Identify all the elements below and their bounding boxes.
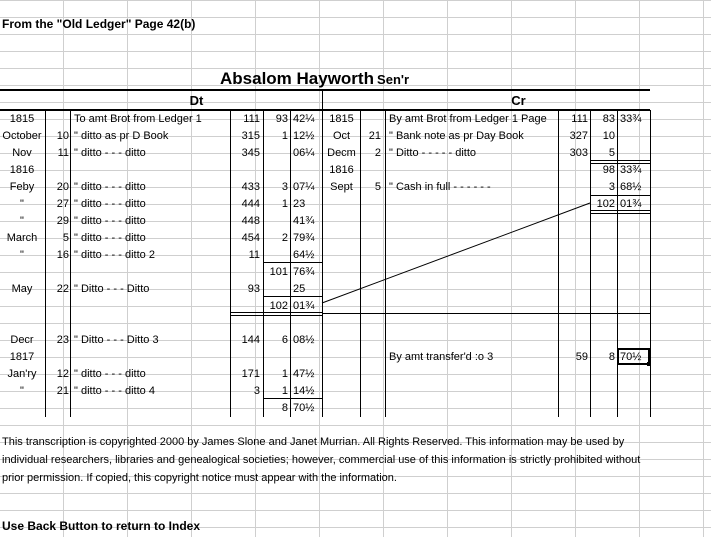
debit-amt1: 6 [281, 334, 288, 346]
debit-ref: 315 [241, 130, 260, 142]
debit-amt2: 08½ [293, 334, 315, 346]
source-note: From the "Old Ledger" Page 42(b) [2, 17, 196, 31]
debit-date: Decr [10, 334, 34, 346]
debit-date: " [20, 215, 24, 227]
debit-day: 10 [56, 130, 69, 142]
debit-amt1: 3 [281, 181, 288, 193]
debit-amt1: 2 [281, 232, 288, 244]
credit-desc: " Cash in full - - - - - - [389, 181, 491, 193]
credit-ref: 303 [569, 147, 588, 159]
credit-day: 21 [368, 130, 381, 142]
credit-desc: By amt Brot from Ledger 1 Page [389, 113, 547, 125]
credit-date: Decm [327, 147, 356, 159]
debit-date: October [2, 130, 42, 142]
debit-day: 29 [56, 215, 69, 227]
debit-amt1: 101 [269, 266, 288, 278]
debit-desc: " ditto - - - ditto [74, 368, 146, 380]
debit-amt2: 12½ [293, 130, 315, 142]
debit-amt2: 42¼ [293, 113, 315, 125]
debit-desc: " Ditto - - - Ditto [74, 283, 150, 295]
debit-ref: 433 [241, 181, 260, 193]
credit-amt1: 8 [608, 351, 615, 363]
debit-day: 11 [57, 147, 69, 159]
title-suffix: Sen'r [377, 72, 410, 87]
debit-day: 5 [62, 232, 69, 244]
debit-day: 16 [56, 249, 69, 261]
credit-ref: 111 [571, 113, 588, 125]
debit-amt2: 14½ [293, 385, 315, 397]
debit-amt2: 70½ [293, 402, 315, 414]
debit-amt2: 41¾ [293, 215, 315, 227]
debit-ref: 93 [247, 283, 260, 295]
credit-day: 5 [374, 181, 381, 193]
debit-day: 27 [56, 198, 69, 210]
credit-amt1: 5 [608, 147, 615, 159]
debit-amt1: 1 [281, 198, 288, 210]
debit-desc: " ditto - - - ditto [74, 232, 146, 244]
debit-desc: " ditto - - - ditto [74, 181, 146, 193]
debit-amt2: 06¼ [293, 147, 315, 159]
debit-amt2: 76¾ [293, 266, 315, 278]
title-name: Absalom Hayworth [220, 69, 374, 88]
debit-amt2: 01¾ [293, 300, 315, 312]
debit-amt2: 64½ [293, 249, 315, 261]
debit-ref: 111 [243, 113, 260, 125]
debit-day: 12 [56, 368, 69, 380]
credit-amt1: 3 [608, 181, 615, 193]
credit-amt1: 83 [602, 113, 615, 125]
debit-date: Nov [12, 147, 32, 159]
debit-day: 22 [56, 283, 69, 295]
credit-date: 1815 [329, 113, 354, 125]
credit-amt2: 33¾ [620, 113, 642, 125]
credit-ref: 59 [575, 351, 588, 363]
debit-desc: " Ditto - - - Ditto 3 [74, 334, 159, 346]
credit-amt2: 33¾ [620, 164, 642, 176]
credit-day: 2 [374, 147, 381, 159]
credit-desc: " Bank note as pr Day Book [389, 130, 524, 142]
debit-ref: 11 [248, 249, 260, 261]
credit-amt1: 10 [602, 130, 615, 142]
credit-date: Oct [332, 130, 351, 142]
debit-ref: 444 [241, 198, 260, 210]
debit-ref: 454 [241, 232, 260, 244]
credit-desc: By amt transfer'd :o 3 [389, 351, 494, 363]
credit-desc: " Ditto - - - - - ditto [389, 147, 477, 159]
debit-date: " [20, 385, 24, 397]
debit-amt2: 23 [293, 198, 306, 210]
debit-date: 1817 [9, 351, 35, 363]
debit-ref: 448 [241, 215, 260, 227]
debit-date: Feby [9, 181, 35, 193]
debit-ref: 345 [241, 147, 260, 159]
credit-amt1: 102 [596, 198, 615, 210]
debit-date: 1815 [9, 113, 35, 125]
credit-amt2: 70½ [620, 351, 642, 363]
debit-amt2: 47½ [293, 368, 315, 380]
debit-desc: " ditto - - - ditto [74, 215, 146, 227]
debit-amt1: 1 [281, 368, 288, 380]
credit-column-header: Cr [511, 93, 526, 108]
debit-date: Jan'ry [7, 368, 37, 380]
debit-desc: " ditto - - - ditto 4 [74, 385, 155, 397]
debit-day: 23 [56, 334, 69, 346]
debit-amt2: 07¼ [293, 181, 315, 193]
credit-date: Sept [330, 181, 353, 193]
credit-ref: 327 [569, 130, 588, 142]
back-link[interactable]: Use Back Button to return to Index [2, 519, 201, 533]
debit-ref: 171 [241, 368, 260, 380]
debit-date: 1816 [9, 164, 35, 176]
debit-amt1: 1 [281, 385, 288, 397]
copyright-notice: This transcription is copyrighted 2000 by James Slone and Janet Murrian. All Rights Reserved. This information may be used by individual researchers, libraries and genealogical societies; however, commercial use of this information is strictly prohibited without prior permission. If copied, this copyright notice must appear with the information. [2, 436, 641, 484]
debit-desc: " ditto - - - ditto [74, 198, 146, 210]
debit-day: 20 [56, 181, 69, 193]
debit-amt1: 93 [275, 113, 288, 125]
credit-amt2: 68½ [620, 181, 642, 193]
debit-amt2: 79¾ [293, 232, 315, 244]
debit-desc: " ditto - - - ditto [74, 147, 146, 159]
debit-date: March [6, 232, 38, 244]
credit-date: 1816 [329, 164, 354, 176]
debit-date: " [20, 249, 24, 261]
debit-desc: " ditto as pr D Book [74, 130, 169, 142]
debit-day: 21 [56, 385, 69, 397]
debit-amt1: 102 [269, 300, 288, 312]
debit-column-header: Dt [189, 93, 204, 108]
debit-desc: To amt Brot from Ledger 1 [74, 113, 202, 125]
debit-date: May [11, 283, 33, 295]
debit-date: " [20, 198, 24, 210]
credit-amt1: 98 [602, 164, 615, 176]
debit-amt2: 25 [293, 283, 306, 295]
debit-amt1: 1 [281, 130, 288, 142]
debit-amt1: 8 [281, 402, 288, 414]
debit-desc: " ditto - - - ditto 2 [74, 249, 155, 261]
debit-ref: 144 [241, 334, 260, 346]
credit-amt2: 01¾ [620, 198, 642, 210]
debit-ref: 3 [253, 385, 260, 397]
